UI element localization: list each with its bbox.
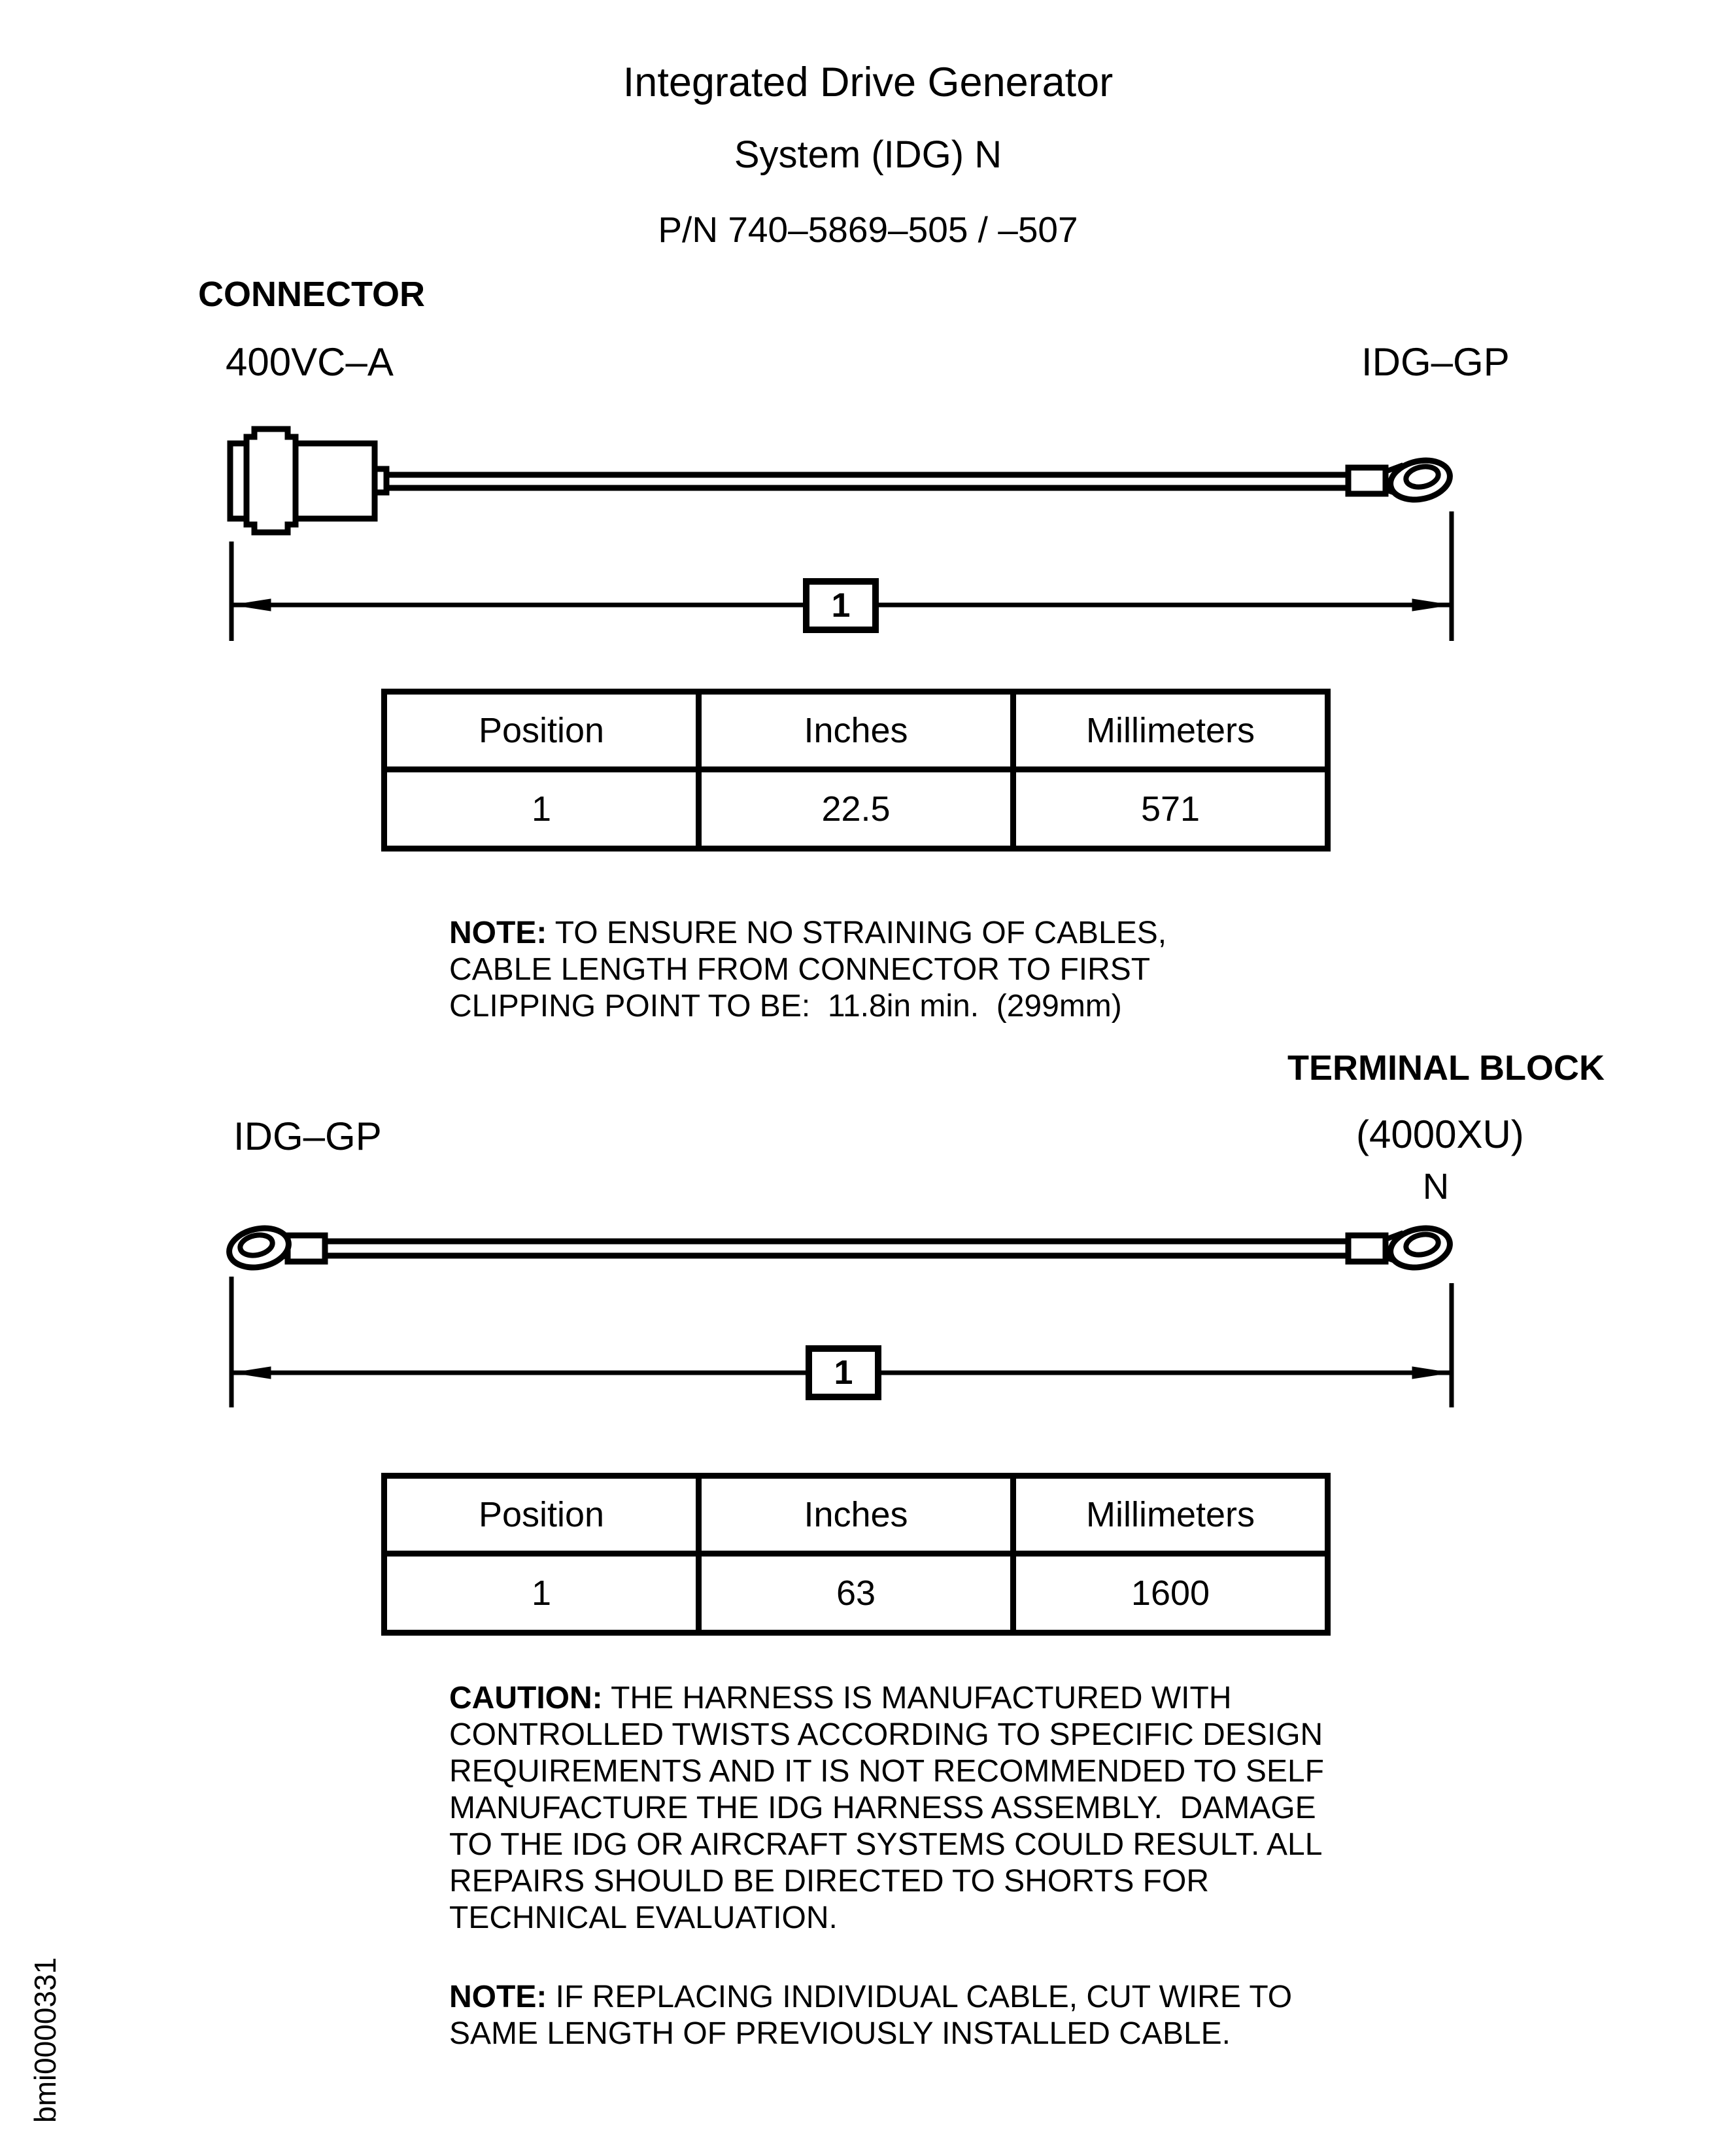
ring-terminal-left (226, 1223, 325, 1273)
cell-position: 1 (384, 770, 699, 849)
plug-body (296, 443, 375, 519)
plug-coupling-ring (247, 429, 296, 532)
part-number: P/N 740–5869–505 / –507 (658, 209, 1078, 250)
terminal-right-end-label: (4000XU) (1356, 1112, 1524, 1156)
ring-terminal (1348, 455, 1454, 505)
dimension-callout-box: 1 (806, 1345, 881, 1400)
caution-line: REPAIRS SHOULD BE DIRECTED TO SHORTS FOR (449, 1864, 1209, 1899)
cell-millimeters: 1600 (1013, 1554, 1328, 1633)
table-header-row (384, 692, 1328, 770)
crimp-barrel (288, 1235, 325, 1262)
caution-block (449, 1680, 1324, 1936)
col-header-position: Position (384, 692, 699, 770)
cable-lines (325, 1241, 1348, 1256)
col-header-inches: Inches (699, 692, 1013, 770)
caution-line: CONTROLLED TWISTS ACCORDING TO SPECIFIC DESIGN (449, 1717, 1323, 1752)
cell-inches: 63 (699, 1554, 1013, 1633)
cell-position: 1 (384, 1554, 699, 1633)
table-header-row (384, 1476, 1328, 1554)
terminal-left-end-label: IDG–GP (233, 1114, 382, 1158)
arrowhead-left (233, 1367, 271, 1379)
note-prefix: NOTE: (449, 1980, 547, 2014)
page-subtitle: System (IDG) N (734, 133, 1002, 176)
note-prefix: NOTE: (449, 916, 547, 950)
terminal-right-end-sublabel: N (1422, 1165, 1450, 1207)
note-line: SAME LENGTH OF PREVIOUSLY INSTALLED CABLE. (449, 2016, 1231, 2051)
caution-line: THE HARNESS IS MANUFACTURED WITH (602, 1681, 1232, 1715)
note-line: TO ENSURE NO STRAINING OF CABLES, (547, 916, 1167, 950)
terminal-section-heading: TERMINAL BLOCK (1287, 1048, 1605, 1088)
page-title: Integrated Drive Generator (622, 60, 1114, 105)
note-line: CABLE LENGTH FROM CONNECTOR TO FIRST (449, 952, 1151, 987)
ring-terminal-right (1348, 1223, 1454, 1273)
note-line: CLIPPING POINT TO BE: 11.8in min. (299mm) (449, 989, 1122, 1024)
connector-section-heading: CONNECTOR (198, 275, 426, 314)
arrowhead-right (1412, 599, 1450, 611)
connector-left-end-label: 400VC–A (226, 340, 394, 384)
crimp-barrel (1348, 468, 1386, 494)
caution-line: MANUFACTURE THE IDG HARNESS ASSEMBLY. DAMAGE (449, 1791, 1316, 1825)
arrowhead-left (233, 599, 271, 611)
crimp-barrel (1348, 1235, 1386, 1262)
caution-line: TECHNICAL EVALUATION. (449, 1901, 838, 1935)
col-header-inches: Inches (699, 1476, 1013, 1554)
dimension-callout-box: 1 (803, 578, 879, 633)
col-header-millimeters: Millimeters (1013, 1476, 1328, 1554)
table-row (384, 1554, 1328, 1633)
arrowhead-right (1412, 1367, 1450, 1379)
terminal-note (449, 1979, 1292, 2052)
document-code: bmi0000331 (28, 1957, 62, 2123)
connector-right-end-label: IDG–GP (1361, 340, 1510, 384)
caution-line: REQUIREMENTS AND IT IS NOT RECOMMENDED TO SELF (449, 1754, 1324, 1789)
connector-dimension-table (381, 689, 1331, 852)
caution-prefix: CAUTION: (449, 1681, 603, 1715)
cable-lines (386, 475, 1348, 488)
note-line: IF REPLACING INDIVIDUAL CABLE, CUT WIRE TO (547, 1980, 1293, 2014)
caution-line: TO THE IDG OR AIRCRAFT SYSTEMS COULD RESULT. ALL (449, 1827, 1323, 1862)
terminal-dimension-table (381, 1473, 1331, 1636)
connector-note (449, 915, 1166, 1025)
plug-connector-drawing (230, 429, 386, 532)
col-header-position: Position (384, 1476, 699, 1554)
plug-neck (375, 469, 386, 492)
table-row (384, 770, 1328, 849)
col-header-millimeters: Millimeters (1013, 692, 1328, 770)
cell-millimeters: 571 (1013, 770, 1328, 849)
cell-inches: 22.5 (699, 770, 1013, 849)
